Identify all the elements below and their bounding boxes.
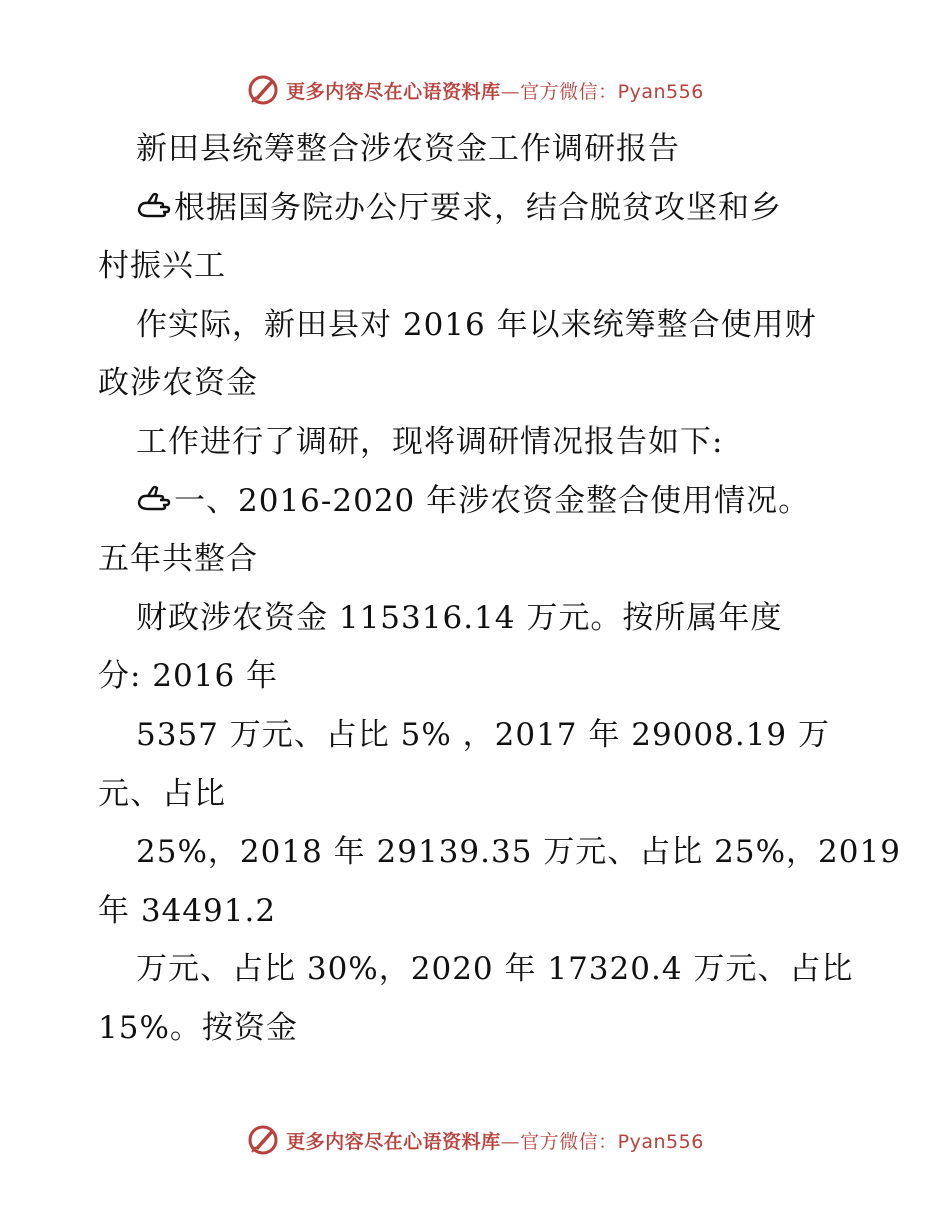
watermark-text: 更多内容尽在心语资料库—官方微信：Pyan556: [286, 1130, 704, 1153]
paragraph-line: 工作进行了调研，现将调研情况报告如下:: [136, 423, 724, 460]
quill-pen-logo-icon: [246, 1123, 280, 1157]
section-heading-line: 一、2016-2020 年涉农资金整合使用情况。: [98, 472, 858, 531]
header-watermark: [0, 70, 950, 110]
paragraph-line: 元、占比: [98, 775, 226, 812]
paragraph-line: 五年共整合: [98, 541, 258, 578]
paragraph-line: 15%。按资金: [98, 1009, 298, 1046]
pointing-hand-bullet-icon: [136, 190, 174, 221]
paragraph-line: 政涉农资金: [98, 365, 258, 402]
paragraph-line: 5357 万元、占比 5% ，2017 年 29008.19 万: [136, 716, 831, 753]
paragraph-line: 财政涉农资金 115316.14 万元。按所属年度: [136, 599, 783, 636]
paragraph-line: 万元、占比 30%，2020 年 17320.4 万元、占比: [136, 951, 854, 988]
pointing-hand-bullet-icon: [136, 483, 174, 514]
paragraph-line: 根据国务院办公厅要求，结合脱贫攻坚和乡: [98, 179, 858, 238]
paragraph-line: 作实际，新田县对 2016 年以来统筹整合使用财: [136, 306, 817, 343]
paragraph-line: 分: 2016 年: [98, 658, 279, 695]
footer-watermark: [0, 1120, 950, 1160]
paragraph-line: 村振兴工: [98, 248, 226, 285]
watermark-text: 更多内容尽在心语资料库—官方微信：Pyan556: [286, 80, 704, 103]
document-body: [98, 120, 901, 1058]
paragraph-line: 25%，2018 年 29139.35 万元、占比 25%，2019: [136, 834, 901, 871]
document-title: 新田县统筹整合涉农资金工作调研报告: [136, 131, 680, 167]
quill-pen-logo-icon: [246, 73, 280, 107]
paragraph-line: 年 34491.2: [98, 892, 277, 929]
